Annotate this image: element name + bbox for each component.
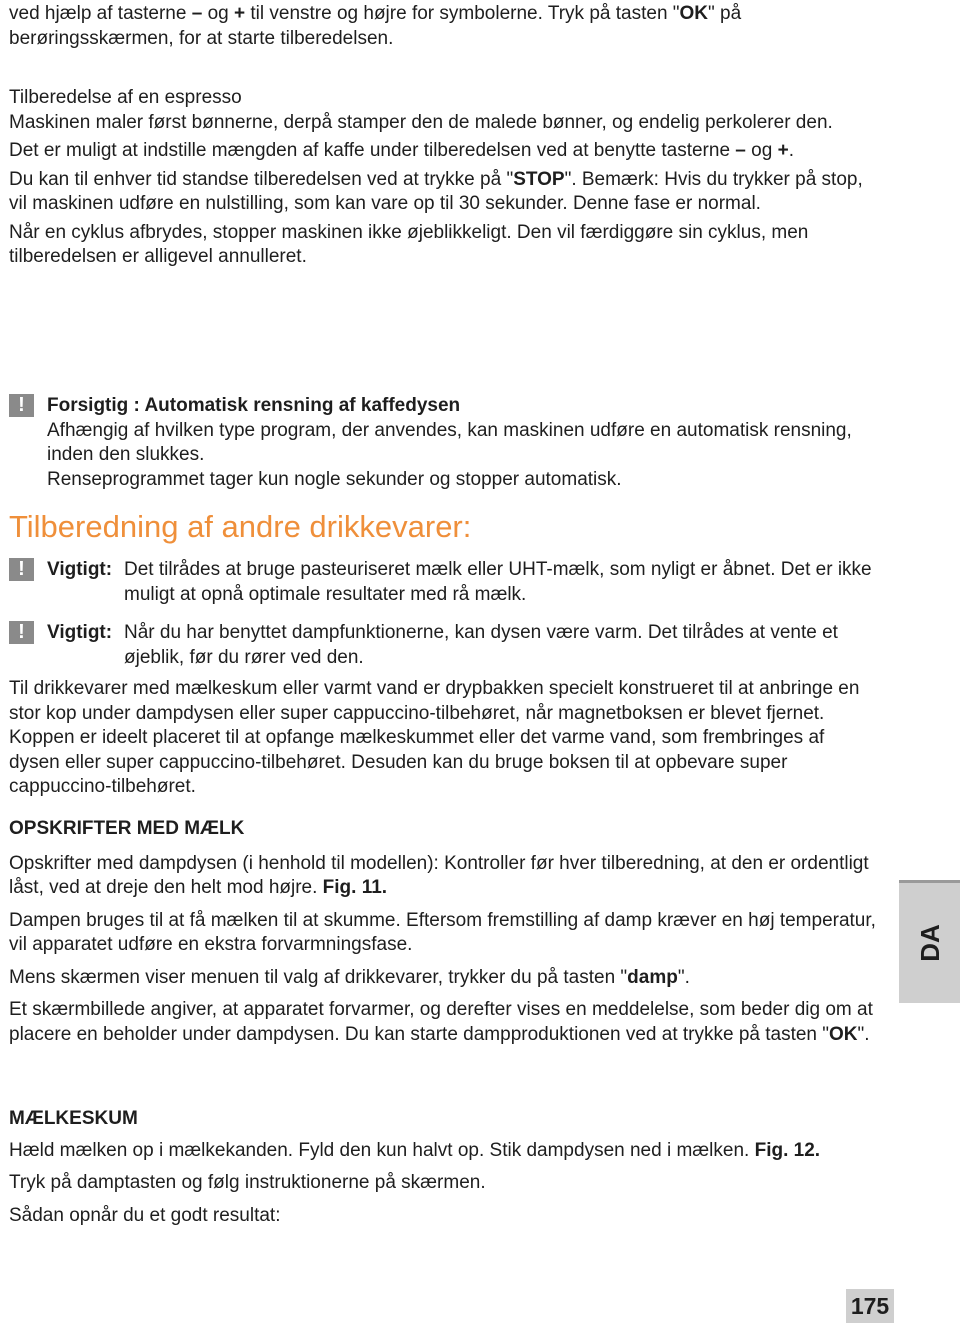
warning-icon: ! [9,558,34,581]
caution-block [47,394,877,492]
important-text: Når du har benyttet dampfunktionerne, kan dysen være varm. Det tilrådes at vente et øjeblik, før du rører ved den. [124,622,838,668]
espresso-section [9,86,877,270]
recipes-paragraph-4: Et skærmbillede angiver, at apparatet forvarmer, og derefter vises en meddelelse, som beder dig om at placere en beholder under dampdysen. Du kan starte dampproduktionen ved at trykke på tasten "OK". [9,999,873,1045]
recipes-section [9,817,877,1047]
espresso-paragraph-1: Maskinen maler først bønnerne, derpå stamper den de malede bønner, og endelig perkolerer den. [9,111,833,133]
recipes-paragraph-1: Opskrifter med dampdysen (i henhold til modellen): Kontroller før hver tilberedning, at den er ordentligt låst, ved at dreje den helt mod højre. Fig. 11. [9,852,869,898]
warning-icon: ! [9,621,34,644]
important-note-1 [47,558,882,607]
recipes-paragraph-2: Dampen bruges til at få mælken til at skumme. Eftersom fremstilling af damp kræver en høj temperatur, vil apparatet udføre en ekstra forvarmningsfase. [9,909,876,955]
caution-title: Forsigtig : Automatisk rensning af kaffedysen [47,395,461,416]
important-text: Det tilrådes at bruge pasteuriseret mælk eller UHT-mælk, som nyligt er åbnet. Det er ikke muligt at opnå optimale resultater med rå mælk. [124,559,872,605]
milk-paragraph: Til drikkevarer med mælkeskum eller varmt vand er drypbakken specielt konstrueret til at anbringe en stor kop under dampdysen eller super cappuccino-tilbehøret, når magnetboksen er blevet fjernet. Koppen er ideelt placeret til at opfange mælkeskummet eller det varme vand, som frembringes af dysen eller super cappuccino-tilbehøret. Desuden kan du bruge boksen til at opbevare super cappuccino-tilbehøret. [9,678,860,797]
section-title: Tilberedning af andre drikkevarer: [9,509,472,544]
intro-paragraph: ved hjælp af tasterne – og + til venstre og højre for symbolerne. Tryk på tasten "OK" på berøringsskærmen, for at starte tilberedelsen. [9,3,742,49]
espresso-paragraph-4: Når en cyklus afbrydes, stopper maskinen ikke øjeblikkeligt. Den vil færdiggøre sin cyklus, men tilberedelsen er alligevel annulleret. [9,221,809,267]
important-label: Vigtigt: [47,559,113,580]
important-note-2 [47,621,882,670]
important-label: Vigtigt: [47,622,113,643]
espresso-title: Tilberedelse af en espresso [9,87,242,108]
recipes-title: OPSKRIFTER MED MÆLK [9,818,245,839]
foam-paragraph-2: Tryk på damptasten og følg instruktionerne på skærmen. [9,1172,486,1193]
foam-paragraph-3: Sådan opnår du et godt resultat: [9,1204,281,1226]
foam-title: MÆLKESKUM [9,1108,138,1129]
foam-section [9,1107,877,1228]
warning-icon: ! [9,394,34,417]
language-tab [899,880,960,1003]
recipes-paragraph-3: Mens skærmen viser menuen til valg af drikkevarer, trykker du på tasten "damp". [9,966,690,988]
espresso-paragraph-2: Det er muligt at indstille mængden af kaffe under tilberedelsen ved at benytte tasterne – og +. [9,140,794,161]
caution-paragraph-2: Renseprogrammet tager kun nogle sekunder og stopper automatisk. [47,468,622,490]
foam-paragraph-1: Hæld mælken op i mælkekanden. Fyld den kun halvt op. Stik dampdysen ned i mælken. Fig. 12. [9,1139,821,1161]
caution-paragraph-1: Afhængig af hvilken type program, der anvendes, kan maskinen udføre en automatisk rensning, inden den slukkes. [47,419,852,465]
page-number: 175 [846,1289,894,1323]
espresso-paragraph-3: Du kan til enhver tid standse tilberedelsen ved at trykke på "STOP". Bemærk: Hvis du trykker på stop, vil maskinen udføre en nulstilling, som kan vare op til 30 sekunder. Denne fase er normal. [9,168,863,214]
language-tab-label: DA [914,924,945,962]
